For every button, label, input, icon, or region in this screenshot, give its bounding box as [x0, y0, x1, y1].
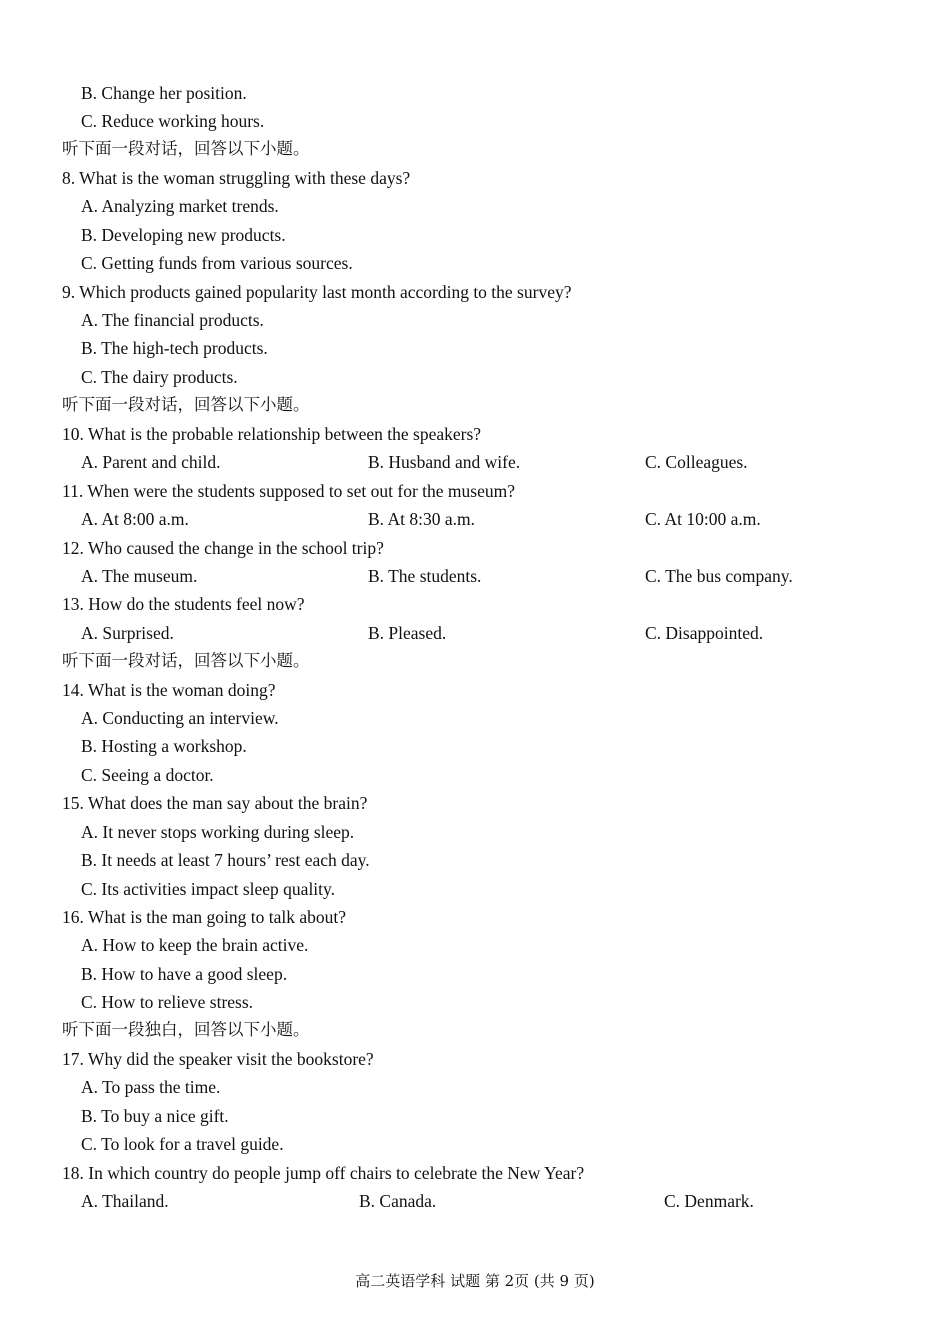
question-16: 16. What is the man going to talk about?	[62, 907, 346, 927]
q18-option-a: A. Thailand.	[81, 1191, 169, 1211]
q17-option-c: C. To look for a travel guide.	[81, 1134, 284, 1154]
q10-option-a: A. Parent and child.	[81, 452, 221, 472]
q11-option-b: B. At 8:30 a.m.	[368, 509, 475, 529]
section-heading: 听下面一段对话，回答以下小题。	[62, 139, 310, 158]
q15-option-b: B. It needs at least 7 hours’ rest each day.	[81, 850, 370, 870]
q13-option-b: B. Pleased.	[368, 623, 447, 643]
q12-option-a: A. The museum.	[81, 566, 198, 586]
question-13: 13. How do the students feel now?	[62, 594, 305, 614]
q14-option-c: C. Seeing a doctor.	[81, 765, 214, 785]
q10-options-row	[81, 451, 748, 473]
q15-option-a: A. It never stops working during sleep.	[81, 822, 355, 842]
question-12: 12. Who caused the change in the school trip?	[62, 538, 384, 558]
q9-option-a: A. The financial products.	[81, 310, 264, 330]
q13-option-a: A. Surprised.	[81, 623, 174, 643]
q13-options-row	[81, 622, 764, 644]
q12-option-c: C. The bus company.	[645, 566, 793, 586]
q18-options-row	[81, 1190, 754, 1212]
q12-option-b: B. The students.	[368, 566, 482, 586]
section-heading-monologue: 听下面一段独白，回答以下小题。	[62, 1020, 310, 1039]
q10-option-c: C. Colleagues.	[645, 452, 748, 472]
q14-option-a: A. Conducting an interview.	[81, 708, 279, 728]
question-17: 17. Why did the speaker visit the bookstore?	[62, 1049, 374, 1069]
q16-option-c: C. How to relieve stress.	[81, 992, 254, 1012]
q8-option-c: C. Getting funds from various sources.	[81, 253, 353, 273]
q18-option-c: C. Denmark.	[664, 1191, 754, 1211]
question-8: 8. What is the woman struggling with these days?	[62, 168, 411, 188]
q12-options-row	[81, 565, 793, 587]
q11-options-row	[81, 508, 761, 530]
question-15: 15. What does the man say about the brain?	[62, 793, 368, 813]
q9-option-b: B. The high-tech products.	[81, 338, 268, 358]
q9-option-c: C. The dairy products.	[81, 367, 238, 387]
question-18: 18. In which country do people jump off chairs to celebrate the New Year?	[62, 1163, 585, 1183]
section-heading: 听下面一段对话，回答以下小题。	[62, 651, 310, 670]
q8-option-a: A. Analyzing market trends.	[81, 196, 279, 216]
q16-option-a: A. How to keep the brain active.	[81, 935, 309, 955]
q7-option-c: C. Reduce working hours.	[81, 111, 265, 131]
q8-option-b: B. Developing new products.	[81, 225, 286, 245]
question-11: 11. When were the students supposed to set out for the museum?	[62, 481, 515, 501]
question-9: 9. Which products gained popularity last month according to the survey?	[62, 282, 572, 302]
section-heading: 听下面一段对话，回答以下小题。	[62, 395, 310, 414]
q15-option-c: C. Its activities impact sleep quality.	[81, 879, 336, 899]
question-10: 10. What is the probable relationship between the speakers?	[62, 424, 482, 444]
q10-option-b: B. Husband and wife.	[368, 452, 521, 472]
q14-option-b: B. Hosting a workshop.	[81, 736, 247, 756]
q11-option-a: A. At 8:00 a.m.	[81, 509, 189, 529]
page-footer: 高二英语学科 试题 第 2页 (共 9 页)	[355, 1272, 595, 1290]
q11-option-c: C. At 10:00 a.m.	[645, 509, 761, 529]
q17-option-b: B. To buy a nice gift.	[81, 1106, 229, 1126]
q13-option-c: C. Disappointed.	[645, 623, 764, 643]
q18-option-b: B. Canada.	[359, 1191, 437, 1211]
q7-option-b: B. Change her position.	[81, 83, 247, 103]
q16-option-b: B. How to have a good sleep.	[81, 964, 288, 984]
q17-option-a: A. To pass the time.	[81, 1077, 221, 1097]
question-14: 14. What is the woman doing?	[62, 680, 276, 700]
